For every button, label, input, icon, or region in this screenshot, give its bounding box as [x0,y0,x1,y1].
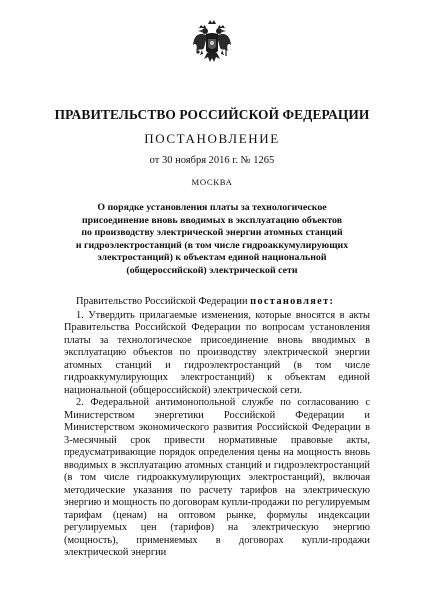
title-line: присоединение вновь вводимых в эксплуатацию объектов [81,214,343,226]
city: МОСКВА [191,177,233,187]
intro-lead: Правительство Российской Федерации [76,296,251,307]
document-title [20,202,404,277]
title-line: по производству электрической энергии атомных станций [81,227,343,238]
title-line: О порядке установления платы за технологическое [97,202,327,213]
intro-paragraph [64,296,370,309]
title-line: электростанций) к объектам единой национальной [97,252,327,263]
document-type: ПОСТАНОВЛЕНИЕ [144,131,280,146]
paragraph-1: 1. Утвердить прилагаемые изменения, которые вносятся в акты Правительства Российской Федерации по вопросам установления платы за технологическое присоединение вновь вводимых в эксплуатацию объектов по производству электрической энергии атомных станций и гидроэлектростанций (в том числе гидроаккумулирующих электростанций) к объектам единой национальной (общероссийской) электрической сети. [64,309,370,396]
document-body [64,296,370,560]
title-line: (общероссийской) электрической сети [126,264,298,276]
government-heading: ПРАВИТЕЛЬСТВО РОССИЙСКОЙ ФЕДЕРАЦИИ [54,107,370,122]
title-line: и гидроэлектростанций (в том числе гидроаккумулирующих [75,239,349,251]
russian-coat-of-arms-icon [192,18,232,72]
paragraph-2: 2. Федеральной антимонопольной службе по согласованию с Министерством энергетики Российской Федерации и Министерством экономического развития Российской Федерации в 3-месячный срок привести нормативные правовые акты, предусматривающие порядок определения цены на мощность вновь вводимых в эксплуатацию атомных станций и гидроэлектростанций (в том числе гидроаккумулирующих электростанций), включая методические указания по расчету тарифов на электрическую энергию и мощность по договорам купли-продажи по регулируемым тарифам (ценам) на оптовом рынке, формулы индексации регулируемых цен (тарифов) на электрическую энергию (мощность), применяемых в договорах купли-продажи электрической энергии [64,397,371,558]
date-and-number: от 30 ноября 2016 г. № 1265 [149,155,275,166]
resolves-word: постановляет: [250,296,335,307]
